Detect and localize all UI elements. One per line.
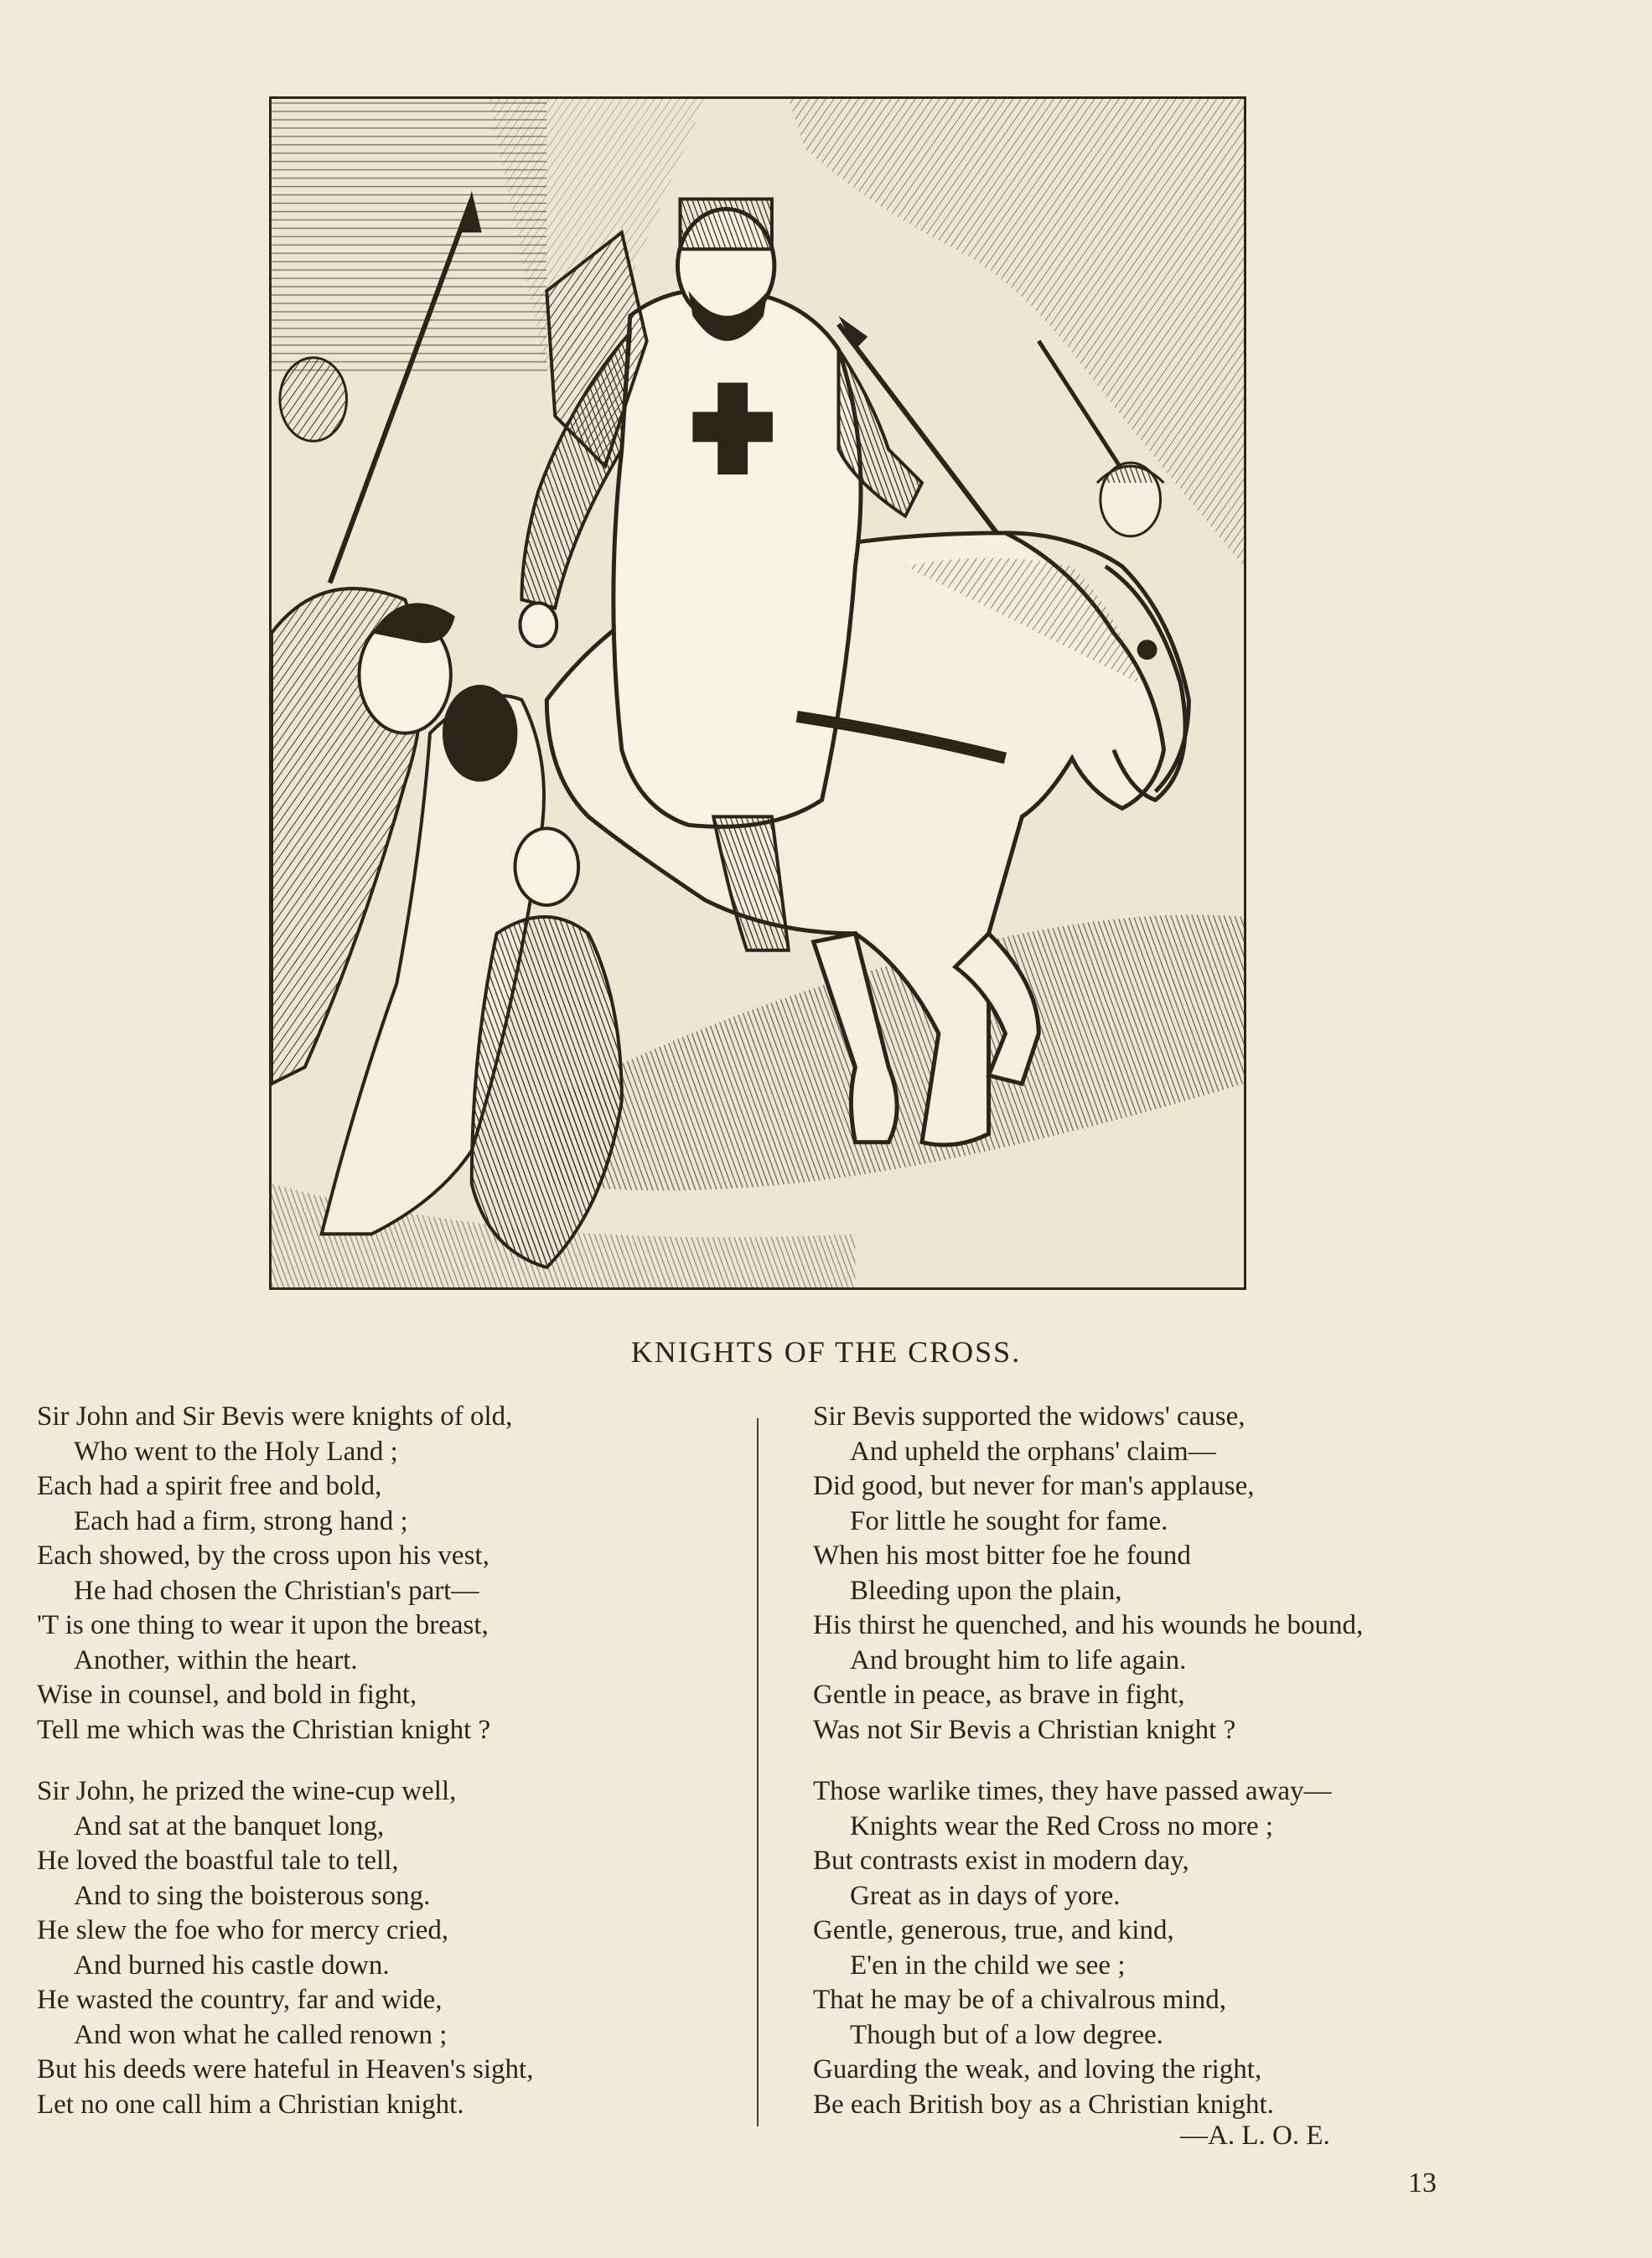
- verse-line: Each had a firm, strong hand ;: [74, 1505, 408, 1536]
- verse-line: Great as in days of yore.: [850, 1880, 1121, 1911]
- verse-line: His thirst he quenched, and his wounds he bound,: [813, 1610, 1364, 1640]
- verse-line: And upheld the orphans' claim—: [850, 1436, 1216, 1467]
- stanza: [813, 1774, 1551, 2122]
- column-divider: [757, 1418, 759, 2126]
- verse-line: Bleeding upon the plain,: [850, 1575, 1122, 1606]
- engraving-illustration: [269, 96, 1246, 1290]
- page-number: 13: [1408, 2167, 1437, 2198]
- verse-line: Each had a spirit free and bold,: [37, 1471, 382, 1501]
- verse-line: Sir John and Sir Bevis were knights of old,: [37, 1401, 513, 1432]
- verse-line: Sir Bevis supported the widows' cause,: [813, 1401, 1245, 1432]
- verse-line: E'en in the child we see ;: [850, 1950, 1126, 1981]
- left-column: [37, 1400, 749, 2149]
- poem-title: KNIGHTS OF THE CROSS.: [630, 1335, 1022, 1369]
- verse-line: He wasted the country, far and wide,: [37, 1985, 443, 2015]
- verse-line: And to sing the boisterous song.: [74, 1880, 431, 1911]
- verse-line: When his most bitter foe he found: [813, 1541, 1191, 1571]
- verse-line: Though but of a low degree.: [850, 2019, 1163, 2050]
- verse-line: And sat at the banquet long,: [74, 1810, 385, 1841]
- verse-line: Guarding the weak, and loving the right,: [813, 2054, 1262, 2085]
- author-signature: —A. L. O. E.: [1180, 2121, 1330, 2151]
- verse-line: And brought him to life again.: [850, 1644, 1187, 1675]
- verse-line: For little he sought for fame.: [850, 1505, 1168, 1536]
- knight-on-horse-illustration: [272, 99, 1244, 1287]
- verse-line: Each showed, by the cross upon his vest,: [37, 1541, 489, 1571]
- verse-line: He loved the boastful tale to tell,: [37, 1846, 399, 1876]
- stanza: [37, 1400, 749, 1748]
- verse-line: That he may be of a chivalrous mind,: [813, 1985, 1227, 2015]
- verse-line: And won what he called renown ;: [74, 2019, 448, 2050]
- verse-line: But contrasts exist in modern day,: [813, 1846, 1189, 1876]
- verse-line: Let no one call him a Christian knight.: [37, 2089, 464, 2120]
- verse-line: Be each British boy as a Christian knight.: [813, 2089, 1274, 2120]
- verse-line: Tell me which was the Christian knight ?: [37, 1714, 491, 1745]
- verse-line: Did good, but never for man's applause,: [813, 1471, 1255, 1501]
- verse-line: Those warlike times, they have passed away—: [813, 1776, 1332, 1806]
- verse-line: Knights wear the Red Cross no more ;: [850, 1810, 1274, 1841]
- verse-line: But his deeds were hateful in Heaven's sight,: [37, 2054, 534, 2085]
- verse-line: Gentle, generous, true, and kind,: [813, 1915, 1174, 1945]
- verse-line: Gentle in peace, as brave in fight,: [813, 1680, 1185, 1710]
- verse-line: Was not Sir Bevis a Christian knight ?: [813, 1714, 1236, 1745]
- verse-line: Who went to the Holy Land ;: [74, 1436, 398, 1467]
- verse-line: And burned his castle down.: [74, 1950, 390, 1981]
- verse-line: 'T is one thing to wear it upon the breast,: [37, 1610, 489, 1640]
- verse-line: He had chosen the Christian's part—: [74, 1575, 479, 1606]
- stanza: [813, 1400, 1551, 1748]
- stanza: [37, 1774, 749, 2122]
- verse-line: Sir John, he prized the wine-cup well,: [37, 1776, 457, 1806]
- verse-line: He slew the foe who for mercy cried,: [37, 1915, 449, 1945]
- verse-line: Another, within the heart.: [74, 1644, 358, 1675]
- right-column: [813, 1400, 1551, 2149]
- verse-line: Wise in counsel, and bold in fight,: [37, 1680, 417, 1710]
